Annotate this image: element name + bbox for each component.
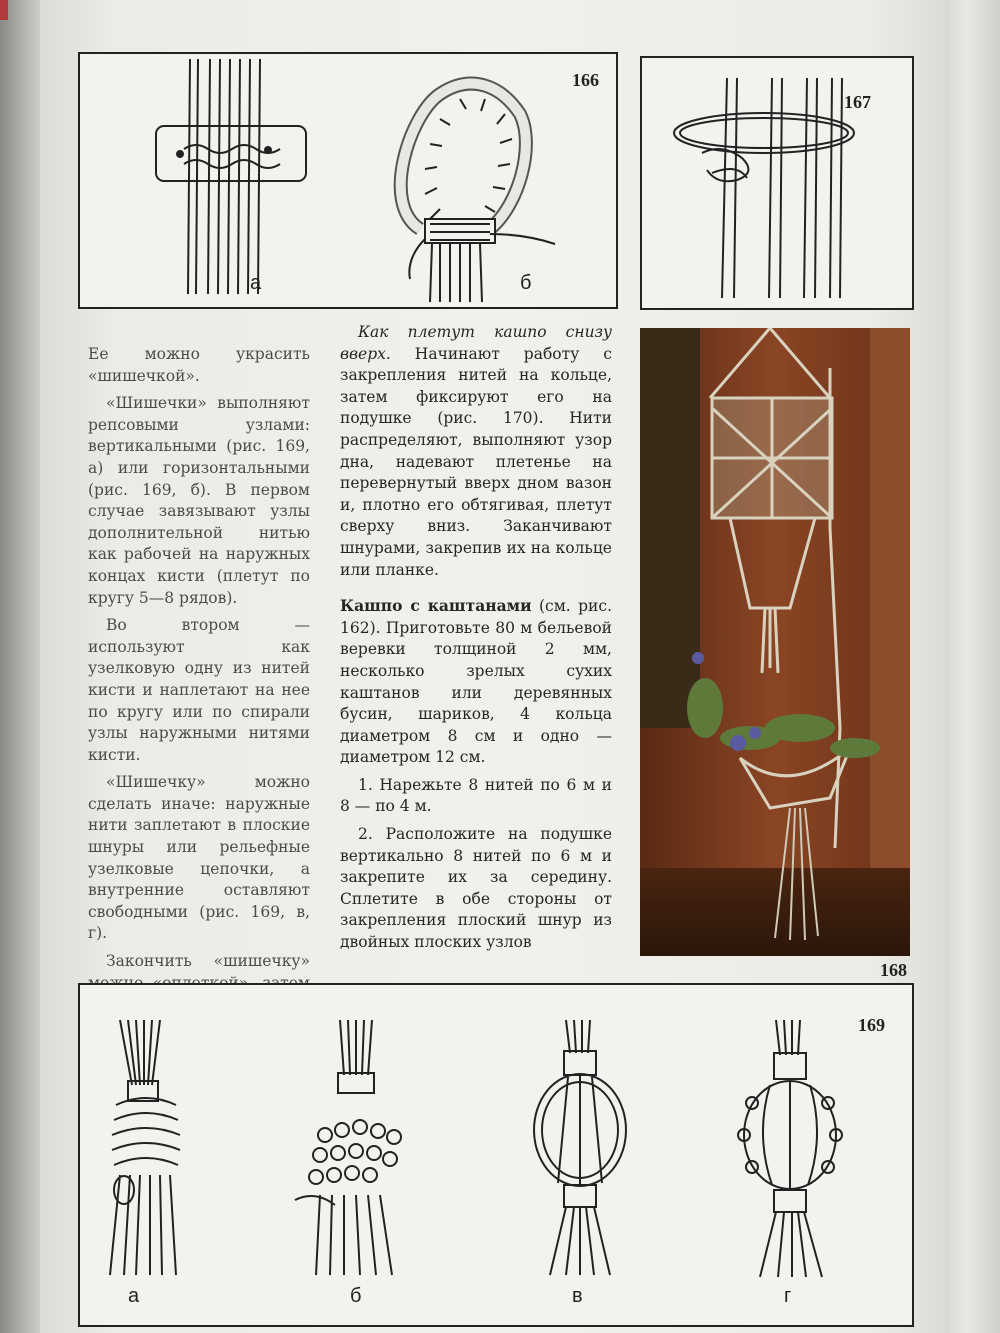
figure-169-frame xyxy=(78,983,914,1327)
paragraph: Ее можно украсить «шишечкой». xyxy=(88,345,310,385)
figure-166-number: 166 xyxy=(572,70,599,90)
paragraph: Во втором — используют как узелковую одну из нитей кисти и наплетают на нее по кругу или по спирали узлы наружными нитями кисти. xyxy=(88,616,310,764)
figure-166-frame xyxy=(78,52,618,309)
intro-text: Начинают работу с закрепления нитей на кольце, затем фиксируют его на подушке (рис. 170). Нити распределяют, выполняют узор дна, надевают плетенье на перевернутый вверх дном вазон и, плотно его обтягивая, плетут сверху вниз. Заканчивают шнурами, закрепив их на кольце или планке. xyxy=(340,344,612,579)
figure-167-number: 167 xyxy=(844,92,871,112)
paragraph: «Шишечки» выполняют репсовыми узлами: вертикальными (рис. 169, а) или горизонтальными (рис. 169, б). В первом случае завязывают узлы дополнительной нитью как рабочей на наружных концах кисти (плетут по кругу 5—8 рядов). xyxy=(88,394,310,607)
intro-italic: Как плетут кашпо снизу вверх. xyxy=(340,323,612,363)
figure-168-photo xyxy=(640,328,910,956)
heading-text: (см. рис. 162). Приготовьте 80 м бельевой веревки толщиной 2 мм, несколько зрелых сухих каштанов или деревянных бусин, шариков, 4 кольца диаметром 8 см и одно — диаметром 12 см. xyxy=(340,597,612,767)
page-stack-edge xyxy=(945,0,1000,1333)
paragraph: Закончить «шишечку» xyxy=(106,952,310,971)
figure-169-label-g: г xyxy=(784,1285,792,1307)
figure-167-frame xyxy=(640,56,914,310)
paragraph-heading xyxy=(340,595,612,769)
book-gutter-shadow xyxy=(0,0,44,1333)
figure-169-illustration xyxy=(80,985,912,1325)
text-column-middle xyxy=(340,322,612,960)
figure-166-label-b: б xyxy=(520,272,532,294)
figure-169-label-v: в xyxy=(572,1285,583,1307)
paragraph: «Шишечку» можно сделать иначе: наружные нити заплетают в плоские шнуры или рельефные узелковые цепочки, а внутренние оставляют свободными (рис. 169, в, г). xyxy=(88,773,310,943)
section-heading: Кашпо с каштанами xyxy=(340,596,532,616)
figure-169-number: 169 xyxy=(858,1015,885,1035)
step-1: 1. Нарежьте 8 нитей по 6 м и 8 — по 4 м. xyxy=(340,775,612,816)
paragraph-intro xyxy=(340,322,612,581)
figure-168-number: 168 xyxy=(880,960,907,980)
figure-166-label-a: а xyxy=(250,272,262,294)
macrame-hanger-photo xyxy=(640,328,910,956)
figure-169-label-b: б xyxy=(350,1285,362,1307)
text-column-left xyxy=(88,344,310,1087)
step-2: 2. Расположите на подушке вертикально 8 нитей по 6 м и закрепите их за середину. Сплетите в обе стороны от закрепления плоский шнур из двойных плоских узлов xyxy=(340,825,612,952)
figure-167-illustration xyxy=(642,58,912,308)
figure-169-label-a: а xyxy=(128,1285,140,1307)
figure-166-illustration xyxy=(80,54,616,307)
book-spine-edge xyxy=(0,0,8,20)
